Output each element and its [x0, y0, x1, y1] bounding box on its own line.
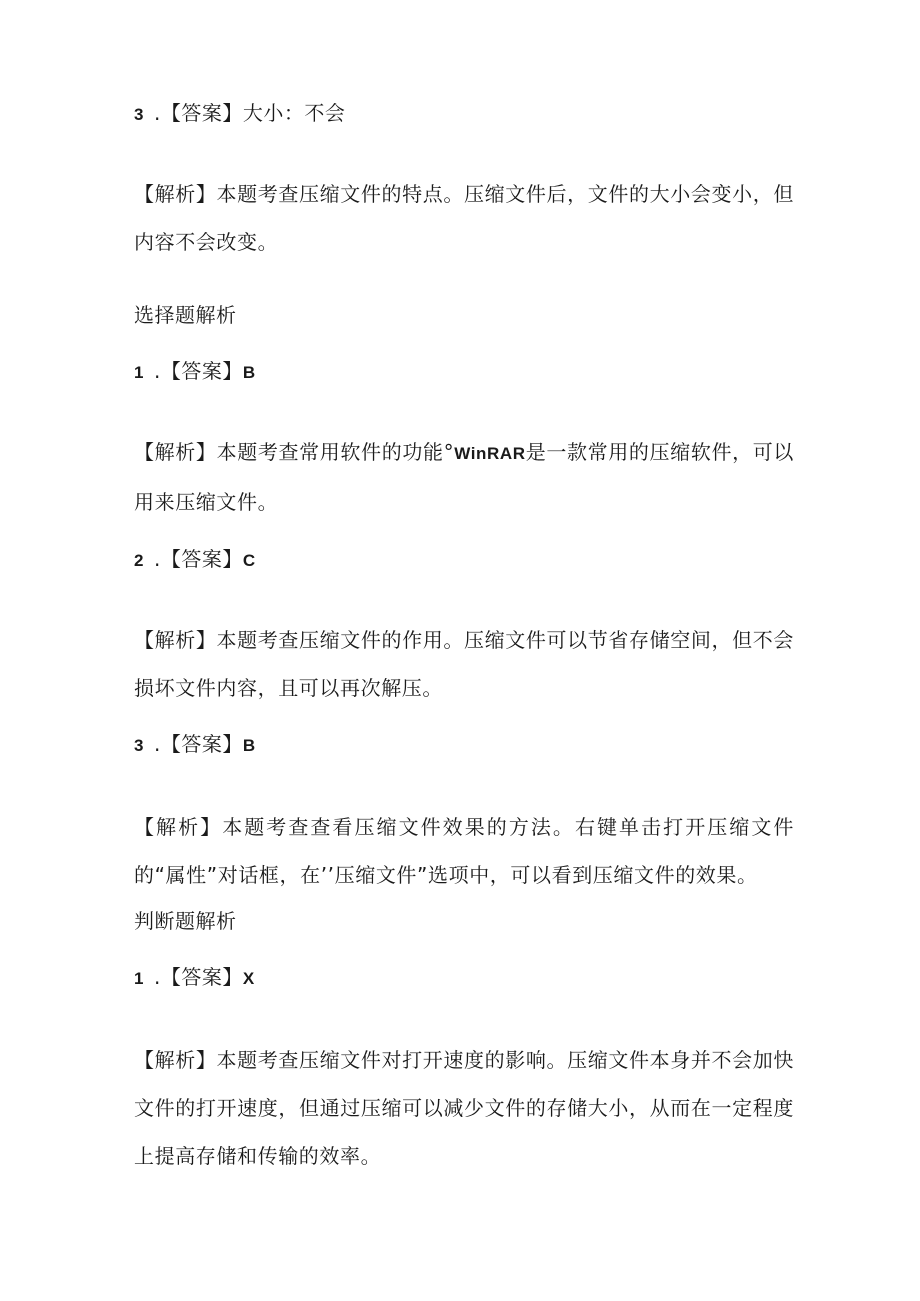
question-number: 2 [134, 551, 144, 570]
section-heading: 选择题解析 [134, 303, 237, 327]
answer-prefix: .【答案】 [153, 732, 243, 756]
answer-value: X [242, 969, 255, 988]
answer-value: B [242, 363, 256, 382]
analysis-text: 是一款常用的压缩软件，可以用来压缩文件。 [134, 440, 794, 514]
analysis-paragraph: 【解析】本题考查查看压缩文件效果的方法。右键单击打开压缩文件的“属性”对话框，在’’压缩文件”选项中，可以看到压缩文件的效果。 [134, 815, 794, 887]
answer-prefix: .【答案】 [153, 101, 243, 125]
answer-prefix: .【答案】 [153, 547, 243, 571]
answer-line [134, 730, 256, 760]
analysis-paragraph: 【解析】本题考查压缩文件的作用。压缩文件可以节省存储空间，但不会损坏文件内容，且可以再次解压。 [134, 628, 794, 700]
analysis-paragraph: 【解析】本题考查压缩文件的特点。压缩文件后，文件的大小会变小，但内容不会改变。 [134, 182, 794, 254]
answer-line [134, 357, 256, 387]
answer-value: C [242, 551, 256, 570]
answer-line [134, 963, 255, 993]
answer-line [134, 545, 256, 575]
answer-value: 大小：不会 [242, 101, 346, 125]
answer-prefix: .【答案】 [153, 359, 243, 383]
analysis-paragraph [134, 428, 794, 526]
answer-value: B [242, 736, 256, 755]
question-number: 3 [134, 105, 144, 124]
question-number: 1 [134, 363, 144, 382]
software-name: WinRAR [454, 444, 526, 463]
section-heading: 判断题解析 [134, 909, 237, 933]
analysis-text: 【解析】本题考查常用软件的功能° [134, 440, 455, 464]
analysis-paragraph: 【解析】本题考查压缩文件对打开速度的影响。压缩文件本身并不会加快文件的打开速度，但通过压缩可以减少文件的存储大小，从而在一定程度上提高存储和传输的效率。 [134, 1048, 794, 1168]
answer-line [134, 99, 345, 129]
answer-prefix: .【答案】 [153, 965, 243, 989]
question-number: 1 [134, 969, 144, 988]
question-number: 3 [134, 736, 144, 755]
